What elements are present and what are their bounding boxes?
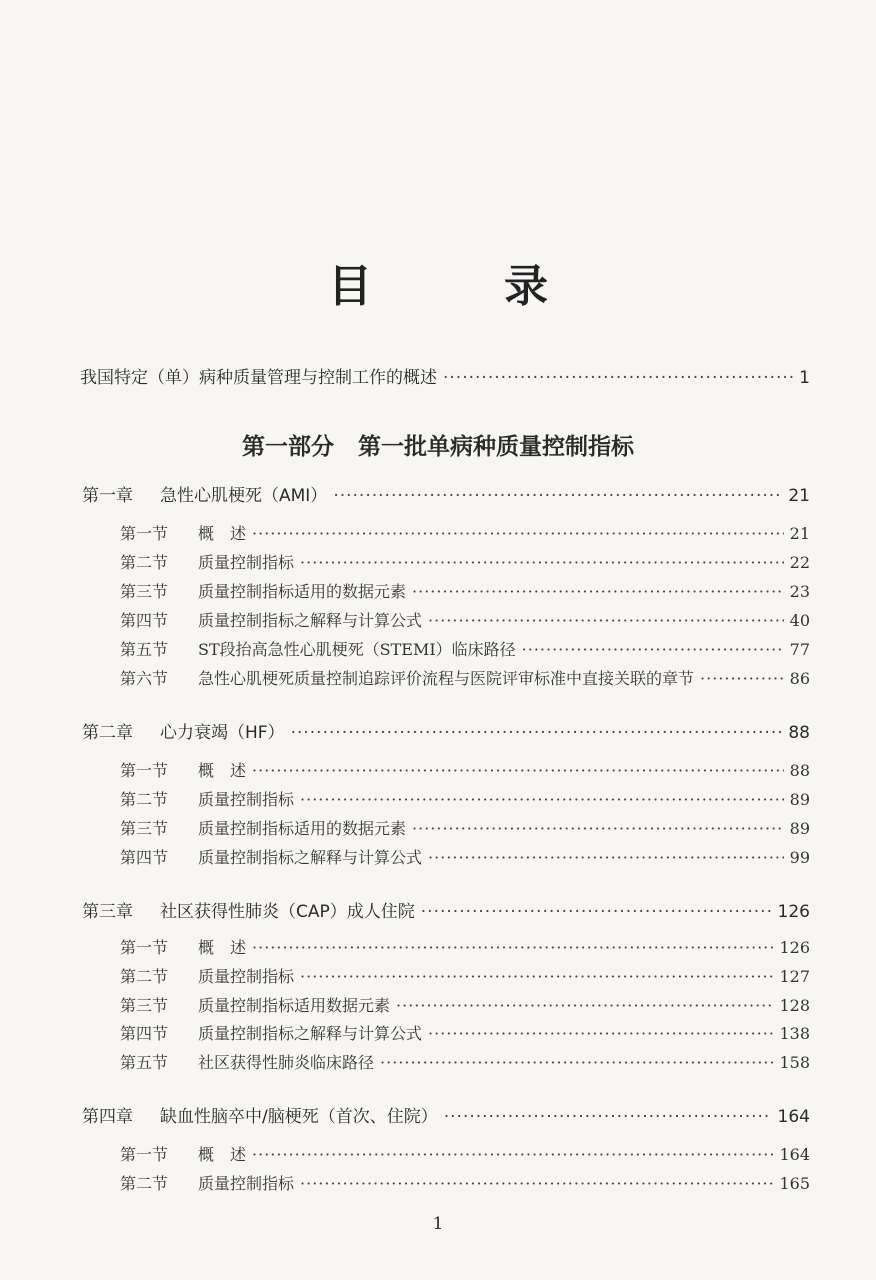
- section-number: 第三节: [120, 996, 169, 1015]
- section-name: 质量控制指标之解释与计算公式: [198, 848, 423, 867]
- section-number: 第三节: [120, 819, 169, 838]
- toc-page-number: 138: [779, 1024, 810, 1043]
- toc-page-number: 77: [789, 640, 810, 659]
- section-number: 第一节: [120, 761, 169, 780]
- toc-page-number: 89: [789, 790, 810, 809]
- chapter-number: 第三章: [82, 902, 133, 922]
- toc-section[interactable]: [120, 1021, 810, 1044]
- toc-section[interactable]: [120, 579, 810, 602]
- toc-section[interactable]: [120, 787, 810, 810]
- toc-page-number: 165: [779, 1174, 810, 1193]
- chapter-name: 急性心肌梗死（AMI）: [160, 486, 328, 506]
- section-number: 第二节: [120, 553, 169, 572]
- section-name: 概 述: [198, 1145, 247, 1164]
- section-name: 质量控制指标之解释与计算公式: [198, 611, 423, 630]
- chapter-number: 第二章: [82, 723, 133, 743]
- dot-leader: [522, 640, 784, 659]
- section-number: 第四节: [120, 848, 169, 867]
- dot-leader: [300, 553, 784, 572]
- page-number: 1: [432, 1214, 444, 1234]
- toc-section[interactable]: [120, 758, 810, 781]
- toc-section[interactable]: [120, 1171, 810, 1194]
- section-number: 第二节: [120, 967, 169, 986]
- toc-page-number: 89: [789, 819, 810, 838]
- chapter-number: 第一章: [82, 486, 133, 506]
- toc-page-number: 99: [789, 848, 810, 867]
- dot-leader: [421, 902, 772, 922]
- toc-section[interactable]: [120, 521, 810, 544]
- dot-leader: [412, 819, 784, 838]
- dot-leader: [428, 611, 784, 630]
- section-number: 第四节: [120, 1024, 169, 1043]
- section-name: ST段抬高急性心肌梗死（STEMI）临床路径: [198, 640, 516, 659]
- dot-leader: [428, 848, 784, 867]
- section-name: 质量控制指标: [198, 1174, 295, 1193]
- section-number: 第六节: [120, 669, 169, 688]
- toc-page-number: 128: [779, 996, 810, 1015]
- section-number: 第五节: [120, 1053, 169, 1072]
- toc-page-number: 40: [789, 611, 810, 630]
- toc-section[interactable]: [120, 845, 810, 868]
- section-number: 第一节: [120, 1145, 169, 1164]
- section-number: 第二节: [120, 1174, 169, 1193]
- section-name: 概 述: [198, 938, 247, 957]
- toc-page-number: 21: [788, 486, 810, 506]
- toc-section[interactable]: [120, 935, 810, 958]
- dot-leader: [444, 1107, 772, 1127]
- section-number: 第二节: [120, 790, 169, 809]
- dot-leader: [700, 669, 784, 688]
- chapter-number: 第四章: [82, 1107, 133, 1127]
- toc-entry-intro[interactable]: [80, 363, 810, 388]
- toc-section[interactable]: [120, 608, 810, 631]
- dot-leader: [252, 1145, 773, 1164]
- dot-leader: [300, 790, 784, 809]
- dot-leader: [300, 1174, 773, 1193]
- toc-chapter-4[interactable]: [82, 1102, 810, 1127]
- chapter-name: 缺血性脑卒中/脑梗死（首次、住院）: [160, 1107, 438, 1127]
- dot-leader: [443, 368, 793, 388]
- toc-page-number: 88: [789, 761, 810, 780]
- dot-leader: [291, 723, 783, 743]
- toc-section[interactable]: [120, 1050, 810, 1073]
- toc-section[interactable]: [120, 550, 810, 573]
- chapter-name: 社区获得性肺炎（CAP）成人住院: [160, 902, 415, 922]
- section-name: 社区获得性肺炎临床路径: [198, 1053, 375, 1072]
- dot-leader: [252, 761, 784, 780]
- toc-section[interactable]: [120, 637, 810, 660]
- part-name: 第一批单病种质量控制指标: [358, 433, 634, 460]
- dot-leader: [428, 1024, 773, 1043]
- toc-page-number: 126: [777, 902, 810, 922]
- section-name: 概 述: [198, 524, 247, 543]
- toc-entry-label: 我国特定（单）病种质量管理与控制工作的概述: [80, 368, 437, 388]
- section-number: 第五节: [120, 640, 169, 659]
- section-name: 质量控制指标: [198, 790, 295, 809]
- toc-section[interactable]: [120, 816, 810, 839]
- toc-section[interactable]: [120, 964, 810, 987]
- section-number: 第三节: [120, 582, 169, 601]
- toc-page-number: 86: [789, 669, 810, 688]
- section-name: 概 述: [198, 761, 247, 780]
- toc-chapter-3[interactable]: [82, 897, 810, 922]
- section-name: 质量控制指标适用数据元素: [198, 996, 391, 1015]
- toc-page-number: 164: [777, 1107, 810, 1127]
- section-name: 质量控制指标: [198, 967, 295, 986]
- toc-page-number: 88: [788, 723, 810, 743]
- part-number: 第一部分: [242, 433, 334, 460]
- section-number: 第四节: [120, 611, 169, 630]
- section-name: 质量控制指标: [198, 553, 295, 572]
- toc-page-number: 164: [779, 1145, 810, 1164]
- dot-leader: [412, 582, 784, 601]
- toc-chapter-1[interactable]: [82, 481, 810, 506]
- dot-leader: [252, 938, 773, 957]
- section-name: 质量控制指标之解释与计算公式: [198, 1024, 423, 1043]
- dot-leader: [396, 996, 773, 1015]
- section-name: 质量控制指标适用的数据元素: [198, 819, 407, 838]
- dot-leader: [300, 967, 773, 986]
- toc-page-number: 1: [799, 368, 810, 388]
- toc-section[interactable]: [120, 666, 810, 689]
- toc-page-number: 23: [789, 582, 810, 601]
- dot-leader: [252, 524, 784, 543]
- toc-section[interactable]: [120, 993, 810, 1016]
- section-name: 质量控制指标适用的数据元素: [198, 582, 407, 601]
- toc-page-number: 22: [789, 553, 810, 572]
- chapter-name: 心力衰竭（HF）: [160, 723, 285, 743]
- section-number: 第一节: [120, 938, 169, 957]
- section-number: 第一节: [120, 524, 169, 543]
- page-title: 目 录: [328, 261, 592, 312]
- toc-page-number: 21: [789, 524, 810, 543]
- section-name: 急性心肌梗死质量控制追踪评价流程与医院评审标准中直接关联的章节: [198, 669, 695, 688]
- part-heading: [0, 428, 876, 461]
- dot-leader: [380, 1053, 773, 1072]
- dot-leader: [333, 486, 782, 506]
- toc-page-number: 158: [779, 1053, 810, 1072]
- toc-page-number: 126: [779, 938, 810, 957]
- toc-page-number: 127: [779, 967, 810, 986]
- toc-section[interactable]: [120, 1142, 810, 1165]
- toc-chapter-2[interactable]: [82, 718, 810, 743]
